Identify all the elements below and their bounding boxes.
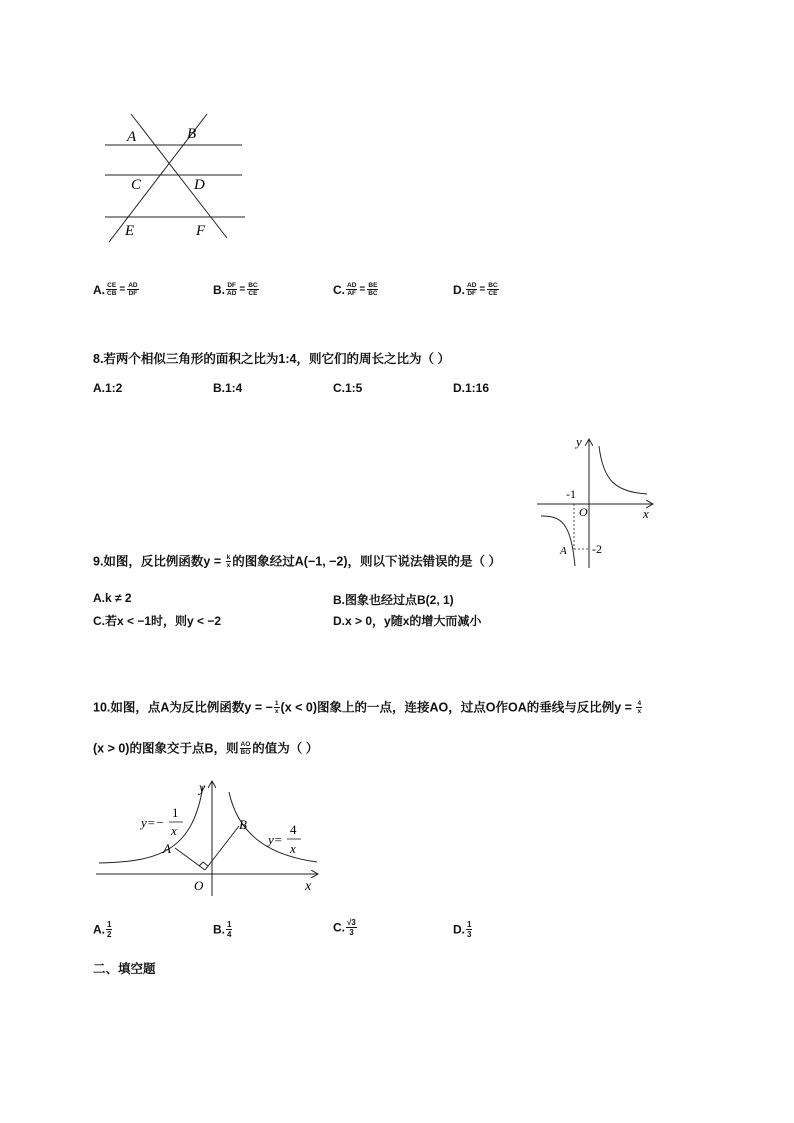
q9-hyperbola-graph	[533, 432, 658, 572]
q7-option-c[interactable]: C. $\frac{AD}{AF}$ = $\frac{BE}{BC}$	[333, 282, 378, 298]
label-c: C	[131, 177, 142, 193]
q10-option-b[interactable]: B. $\frac{1}{4}$	[213, 920, 232, 939]
q10-right-curve-label: y=	[268, 832, 283, 847]
q9-y-axis-label: y	[576, 434, 582, 449]
q9-point-a: A	[560, 545, 567, 557]
q7-option-b[interactable]: B. $\frac{DF}{AD}$ = $\frac{BC}{CE}$	[213, 282, 258, 298]
q9-tick-neg1: -1	[566, 487, 576, 501]
q8-option-a[interactable]: A.1:2	[93, 381, 123, 395]
q9-option-c[interactable]: C.若x < −1时，则y < −2	[93, 614, 222, 628]
q9-x-axis-label: x	[643, 506, 649, 521]
q9-option-a[interactable]: A.k ≠ 2	[93, 591, 132, 605]
q10-x-axis-label: x	[305, 879, 312, 894]
parallel-lines-figure	[95, 108, 255, 248]
q10-right-curve-num: 4	[290, 822, 297, 837]
q7-option-d[interactable]: D. $\frac{AD}{DF}$ = $\frac{BC}{CE}$	[453, 282, 498, 298]
q10-option-a[interactable]: A. $\frac{1}{2}$	[93, 920, 112, 939]
q10-origin-label: O	[194, 878, 204, 893]
q10-right-curve-den: x	[290, 841, 296, 856]
q8-option-d[interactable]: D.1:16	[453, 381, 490, 395]
label-e: E	[125, 223, 135, 239]
q7-option-a[interactable]: A. $\frac{CE}{CB}$ = $\frac{AD}{DF}$	[93, 282, 138, 298]
q10-y-axis-label: y	[199, 781, 206, 796]
q8-option-c[interactable]: C.1:5	[333, 381, 363, 395]
q10-left-curve-label: y=−	[141, 815, 165, 830]
q9-question: 9.如图，反比例函数y = $\frac{k}{x}$ 的图象经过A(−1, −2)，则以下说法错误的是（ ）	[93, 554, 502, 570]
q10-point-b: B	[239, 817, 247, 832]
q10-question-line2: (x > 0)的图象交于点B，则 $\frac{AO}{BO}$ 的值为（ ）	[93, 741, 319, 757]
q8-question: 8.若两个相似三角形的面积之比为1:4，则它们的周长之比为（ ）	[93, 352, 450, 366]
q10-point-a: A	[163, 841, 171, 856]
q10-left-curve-den: x	[171, 823, 177, 838]
section-heading: 二、填空题	[93, 962, 156, 976]
label-d: D	[194, 177, 205, 193]
label-f: F	[196, 223, 206, 239]
q10-hyperbola-graph	[93, 778, 325, 900]
q10-question-line1: 10.如图，点A为反比例函数y = − $\frac{1}{x}$ (x < 0)图象上的一点，连接AO，过点O作OA的垂线与反比例y = $\frac{4}{x}$	[93, 700, 642, 716]
q8-option-b[interactable]: B.1:4	[213, 381, 243, 395]
q9-option-d[interactable]: D.x > 0，y随x的增大而减小	[333, 614, 482, 628]
q9-origin-label: O	[579, 505, 588, 519]
q10-left-curve-num: 1	[172, 805, 179, 820]
q10-option-c[interactable]: C. $\frac{√3}{3}$	[333, 918, 356, 937]
q9-option-b[interactable]: B.图象也经过点B(2, 1)	[333, 593, 454, 607]
label-a: A	[127, 129, 137, 145]
label-b: B	[187, 126, 197, 142]
q9-tick-neg2: -2	[592, 542, 602, 556]
q10-option-d[interactable]: D. $\frac{1}{3}$	[453, 920, 472, 939]
